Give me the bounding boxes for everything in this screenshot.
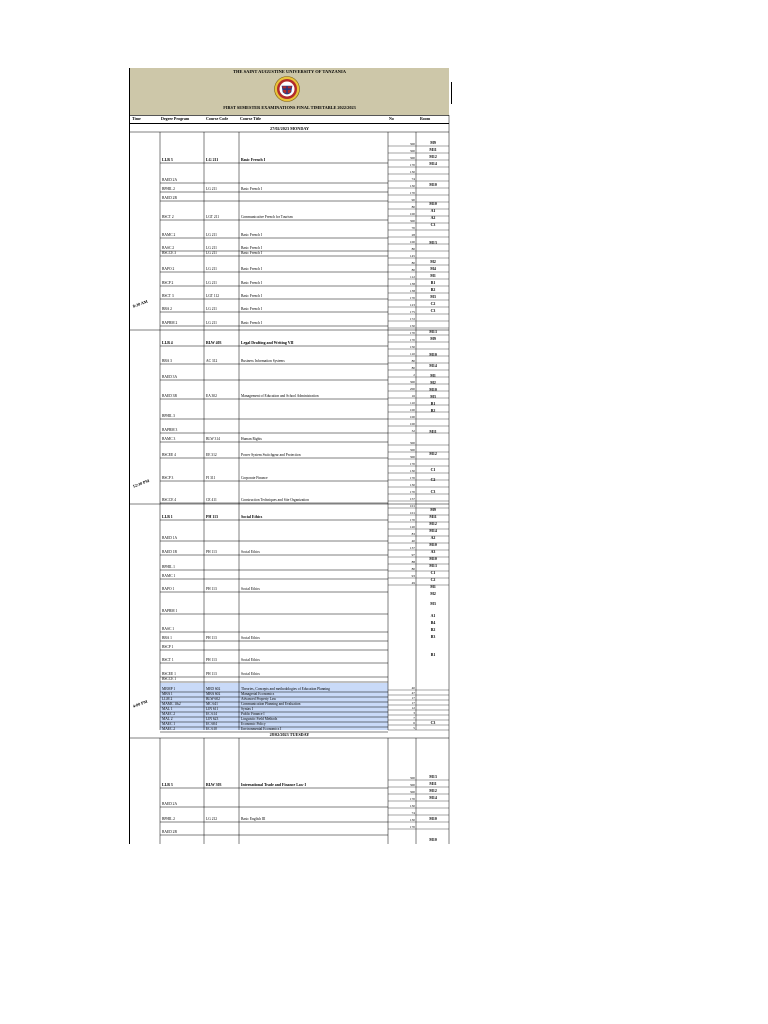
student-count: 101: [409, 511, 415, 515]
exam-room: B1: [430, 402, 436, 406]
student-count: 138: [409, 282, 415, 286]
exam-room: M13: [429, 330, 437, 334]
course-code-cell: PH 113: [206, 550, 217, 554]
exam-room: M14: [429, 796, 437, 800]
exam-room: M4: [430, 267, 436, 271]
student-count: 300: [409, 156, 415, 160]
exam-room: A3: [430, 550, 436, 554]
course-title-cell: Basic French I: [241, 233, 262, 237]
col-room: Room: [420, 116, 431, 121]
course-code-cell: LG 211: [206, 246, 217, 250]
session-time: 4:00 PM: [132, 698, 149, 709]
degree-program-cell: BAED 2B: [162, 830, 177, 834]
exam-room: M10: [429, 388, 437, 392]
course-title-cell: Syntax I: [241, 707, 254, 711]
course-code-cell: LG 211: [206, 187, 217, 191]
student-count: 170: [409, 518, 415, 522]
col-time: Time: [132, 116, 141, 121]
student-count: 70: [411, 226, 415, 230]
exam-room: M1: [430, 374, 436, 378]
degree-program-cell: BAMC 1: [162, 574, 176, 578]
exam-room: C1: [430, 571, 436, 575]
student-count: 170: [409, 331, 415, 335]
exam-room: B2: [430, 409, 436, 413]
student-count: 123: [409, 303, 415, 307]
degree-program-cell: MEMP 1: [162, 687, 176, 691]
student-count: 47: [411, 691, 415, 695]
day-heading: 27/02/2023 MONDAY: [269, 125, 310, 131]
course-title-cell: Basic French I: [241, 251, 262, 255]
degree-program-cell: BSCT 3: [162, 294, 174, 298]
degree-program-cell: MAEC 2: [162, 712, 176, 716]
session-time: 8:30 AM: [132, 298, 149, 309]
day-heading: 28/02/2023 TUESDAY: [269, 731, 310, 737]
exam-room: M11: [429, 430, 437, 434]
degree-program-cell: MAEC 2: [162, 727, 176, 731]
col-degree-program: Degree Program: [161, 116, 190, 121]
course-code-cell: MC 641: [206, 702, 218, 706]
student-count: 130: [409, 804, 415, 808]
student-count: 40: [411, 539, 415, 543]
degree-program-cell: MAMC 1&2: [162, 702, 181, 706]
degree-program-cell: BPHIL 2: [162, 817, 175, 821]
exam-room: M9: [430, 508, 436, 512]
course-title-cell: Basic French I: [241, 246, 262, 250]
col-course-title: Course Title: [240, 116, 262, 121]
course-title-cell: Basic French I: [241, 294, 262, 298]
course-title-cell: Management of Education and School Administration: [241, 394, 319, 398]
degree-program-cell: BSCP 3: [162, 476, 174, 480]
exam-room: M13: [429, 241, 437, 245]
course-code-cell: LG 211: [206, 251, 217, 255]
student-count: 300: [409, 441, 415, 445]
degree-program-cell: MAEC 1: [162, 722, 176, 726]
degree-program-cell: MAL 2: [162, 717, 173, 721]
exam-room: M1: [430, 274, 436, 278]
exam-room: M12: [429, 155, 437, 159]
student-count: 300: [409, 790, 415, 794]
course-code-cell: EA 302: [206, 394, 217, 398]
student-count: 150: [409, 324, 415, 328]
student-count: 100: [409, 408, 415, 412]
exam-room: M13: [429, 775, 437, 779]
degree-program-cell: BAED 2A: [162, 802, 178, 806]
student-count: 130: [409, 818, 415, 822]
student-count: 300: [409, 142, 415, 146]
course-title-cell: Legal Drafting and Writing VII: [241, 341, 294, 345]
student-count: 130: [409, 483, 415, 487]
student-count: 5: [413, 726, 415, 730]
course-code-cell: LG 211: [206, 267, 217, 271]
course-title-cell: Human Rights: [241, 437, 262, 441]
degree-program-cell: LLB 3: [162, 158, 173, 162]
student-count: 170: [409, 797, 415, 801]
exam-room: M11: [429, 148, 437, 152]
exam-room: B1: [430, 653, 436, 657]
student-count: 40: [411, 686, 415, 690]
student-count: 80: [411, 261, 415, 265]
degree-program-cell: LLM 2: [162, 697, 173, 701]
degree-program-cell: LLB 4: [162, 341, 173, 345]
student-count: 145: [409, 254, 415, 258]
exam-timetable-title: FIRST SEMESTER EXAMINATIONS FINAL TIMETABLE 2022/2023: [223, 105, 356, 110]
exam-room: M10: [429, 183, 437, 187]
course-title-cell: Communication Planning and Evaluation: [241, 702, 301, 706]
degree-program-cell: BAPO 1: [162, 587, 175, 591]
course-code-cell: LGT 211: [206, 215, 220, 219]
exam-room: M3: [430, 395, 436, 399]
student-count: 74: [411, 811, 415, 815]
student-count: 175: [409, 310, 415, 314]
course-code-cell: PH 113: [206, 636, 217, 640]
course-code-cell: LG 212: [206, 817, 218, 821]
student-count: 80: [411, 268, 415, 272]
student-count: 6: [413, 721, 415, 725]
degree-program-cell: BSCT 2: [162, 215, 174, 219]
degree-program-cell: BAED 3A: [162, 375, 178, 379]
course-title-cell: Basic French I: [241, 267, 262, 271]
student-count: 300: [409, 448, 415, 452]
student-count: 101: [409, 504, 415, 508]
exam-room: M2: [430, 381, 436, 385]
exam-room: M3: [430, 295, 436, 299]
student-count: 300: [409, 783, 415, 787]
student-count: 80: [411, 205, 415, 209]
course-code-cell: FI 311: [206, 476, 216, 480]
course-title-cell: Social Ethics: [241, 658, 260, 662]
student-count: 157: [409, 497, 415, 501]
course-title-cell: Public Finance I: [241, 712, 265, 716]
exam-room: M14: [429, 364, 437, 368]
degree-program-cell: BBA 2: [162, 307, 172, 311]
degree-program-cell: BAPRM 3: [162, 428, 178, 432]
exam-room: M10: [429, 838, 437, 842]
course-title-cell: Basic French I: [241, 307, 262, 311]
course-code-cell: PH 113: [206, 658, 217, 662]
col-course-code: Course Code: [206, 116, 229, 121]
student-count: 17: [411, 701, 415, 705]
student-count: 80: [411, 567, 415, 571]
exam-room: C3: [430, 309, 436, 313]
course-code-cell: LG 211: [206, 158, 219, 162]
degree-program-cell: BPHIL 1: [162, 565, 175, 569]
course-code-cell: PH 113: [206, 587, 217, 591]
course-title-cell: Advanced Property Law: [241, 697, 277, 701]
course-code-cell: PH 113: [206, 672, 217, 676]
session-time: 12:30 PM: [132, 478, 150, 489]
exam-room: M10: [429, 353, 437, 357]
exam-room: C2: [430, 578, 436, 582]
student-count: 80: [411, 247, 415, 251]
exam-room: M14: [429, 162, 437, 166]
exam-room: M3: [430, 602, 436, 606]
degree-program-cell: BAMC 2: [162, 233, 176, 237]
student-count: 93: [411, 574, 415, 578]
exam-room: M10: [429, 817, 437, 821]
course-title-cell: Social Ethics: [241, 550, 260, 554]
student-count: 100: [409, 422, 415, 426]
student-count: 170: [409, 476, 415, 480]
student-count: 200: [409, 387, 415, 391]
course-code-cell: EC 610: [206, 727, 217, 731]
student-count: 100: [409, 415, 415, 419]
exam-room: M9: [430, 141, 436, 145]
student-count: 80: [411, 366, 415, 370]
course-code-cell: LGT 112: [206, 294, 220, 298]
exam-room: C2: [430, 478, 436, 482]
student-count: 17: [411, 696, 415, 700]
course-title-cell: Basic French I: [241, 321, 262, 325]
student-count: 137: [409, 546, 415, 550]
course-title-cell: Basic French I: [241, 158, 266, 162]
student-count: 170: [409, 296, 415, 300]
course-code-cell: MED 602: [206, 687, 221, 691]
degree-program-cell: BASC 1: [162, 627, 175, 631]
exam-room: M13: [429, 564, 437, 568]
exam-room: M9: [430, 337, 436, 341]
student-count: 112: [410, 275, 415, 279]
exam-room: C1: [430, 468, 436, 472]
exam-room: M12: [429, 522, 437, 526]
exam-room: B3: [430, 635, 436, 639]
student-count: 7: [413, 716, 415, 720]
degree-program-cell: BSCP 2: [162, 281, 174, 285]
degree-program-cell: BAPRM 1: [162, 609, 178, 613]
student-count: 16: [411, 394, 415, 398]
degree-program-cell: BSCCE 3: [162, 251, 177, 255]
exam-room: M11: [429, 782, 437, 786]
student-count: 170: [409, 338, 415, 342]
degree-program-cell: BPHIL 2: [162, 187, 175, 191]
exam-room: A1: [430, 209, 436, 213]
degree-program-cell: BSCEE 1: [162, 672, 176, 676]
course-title-cell: International Trade and Finance Law I: [241, 783, 307, 787]
student-count: 300: [409, 455, 415, 459]
student-count: 300: [409, 776, 415, 780]
course-code-cell: BLW 314: [206, 437, 220, 441]
course-code-cell: LG 211: [206, 307, 217, 311]
course-title-cell: Linguistic Field Methods: [241, 717, 278, 721]
degree-program-cell: BASC 2: [162, 246, 175, 250]
student-count: 3: [413, 711, 415, 715]
student-count: 97: [411, 553, 415, 557]
degree-program-cell: BBA 3: [162, 359, 172, 363]
exam-room: M2: [430, 592, 436, 596]
student-count: 172: [409, 317, 415, 321]
degree-program-cell: BAPRM 2: [162, 321, 178, 325]
course-title-cell: Communicative French for Tourism: [241, 215, 293, 219]
course-title-cell: Construction Techniques and Site Organization: [241, 498, 309, 502]
course-title-cell: Environmental Economics I: [241, 727, 282, 731]
course-title-cell: Social Ethics: [241, 515, 263, 519]
exam-room: C3: [430, 721, 436, 725]
course-code-cell: EC 614: [206, 712, 217, 716]
course-title-cell: Economic Policy: [241, 722, 266, 726]
course-title-cell: Basic French I: [241, 187, 262, 191]
student-count: 138: [409, 289, 415, 293]
student-count: 110: [410, 401, 415, 405]
exam-room: A2: [430, 536, 436, 540]
degree-program-cell: BAED 2B: [162, 196, 177, 200]
exam-room: C3: [430, 223, 436, 227]
degree-program-cell: BPHIL 3: [162, 414, 175, 418]
col-number: No: [389, 116, 394, 121]
exam-room: M12: [429, 452, 437, 456]
degree-program-cell: BSCT 1: [162, 658, 174, 662]
course-title-cell: Basic French I: [241, 281, 262, 285]
course-code-cell: AC 312: [206, 359, 218, 363]
degree-program-cell: BAPO 2: [162, 267, 175, 271]
course-code-cell: MBA 602: [206, 692, 221, 696]
exam-room: M1: [430, 585, 436, 589]
degree-program-cell: BAED 3B: [162, 394, 177, 398]
student-count: 150: [409, 345, 415, 349]
course-title-cell: Managerial Economics: [241, 692, 275, 696]
course-title-cell: Social Ethics: [241, 636, 260, 640]
course-code-cell: BLW 303: [206, 783, 222, 787]
student-count: 12: [411, 706, 415, 710]
course-code-cell: LG 211: [206, 281, 217, 285]
course-code-cell: PH 113: [206, 515, 218, 519]
student-count: 170: [409, 191, 415, 195]
degree-program-cell: BSCCE 4: [162, 498, 177, 502]
degree-program-cell: BSCP 1: [162, 645, 174, 649]
course-code-cell: BLW 602: [206, 697, 220, 701]
degree-program-cell: MBA 1: [162, 692, 173, 696]
degree-program-cell: MAL 1: [162, 707, 173, 711]
student-count: 100: [409, 212, 415, 216]
exam-room: M10: [429, 543, 437, 547]
course-code-cell: CE 411: [206, 498, 217, 502]
university-name: THE SAINT AUGUSTINE UNIVERSITY OF TANZANIA: [232, 69, 347, 74]
student-count: 88: [411, 560, 415, 564]
course-code-cell: EE 312: [206, 453, 217, 457]
degree-program-cell: BBA 1: [162, 636, 172, 640]
degree-program-cell: BSCEE 4: [162, 453, 176, 457]
student-count: 100: [409, 240, 415, 244]
student-count: 110: [410, 352, 415, 356]
course-title-cell: Theories, Concepts and methodologies of Education Planning: [241, 687, 330, 691]
student-count: 28: [411, 233, 415, 237]
student-count: 90: [411, 198, 415, 202]
degree-program-cell: BAED 2A: [162, 178, 178, 182]
exam-room: B2: [430, 628, 436, 632]
course-title-cell: Social Ethics: [241, 587, 260, 591]
exam-room: M10: [429, 557, 437, 561]
course-code-cell: EC 604: [206, 722, 217, 726]
student-count: 80: [411, 359, 415, 363]
student-count: 300: [409, 149, 415, 153]
course-code-cell: LIN 611: [206, 707, 219, 711]
exam-room: C3: [430, 490, 436, 494]
student-count: 130: [409, 170, 415, 174]
student-count: 83: [411, 532, 415, 536]
course-title-cell: Power System Switchgear and Protection: [241, 453, 301, 457]
exam-room: B4: [430, 621, 436, 625]
student-count: 120: [409, 525, 415, 529]
header-edge: [451, 82, 452, 104]
student-count: 74: [411, 177, 415, 181]
exam-room: A1: [430, 614, 436, 618]
student-count: 170: [409, 163, 415, 167]
course-title-cell: Basic English III: [241, 817, 266, 821]
student-count: 2: [413, 373, 415, 377]
student-count: 130: [409, 469, 415, 473]
exam-room: B1: [430, 281, 436, 285]
degree-program-cell: BAMC 3: [162, 437, 176, 441]
student-count: 49: [411, 581, 415, 585]
course-title-cell: Business Information Systems: [241, 359, 285, 363]
timetable-sheet: [129, 68, 450, 844]
degree-program-cell: BAED 1A: [162, 536, 178, 540]
student-count: 130: [409, 184, 415, 188]
exam-room: C2: [430, 302, 436, 306]
student-count: 170: [409, 490, 415, 494]
degree-program-cell: BSCCE 1: [162, 677, 177, 681]
course-code-cell: LIN 623: [206, 717, 219, 721]
student-count: 170: [409, 462, 415, 466]
exam-room: M11: [429, 515, 437, 519]
exam-room: M2: [430, 260, 436, 264]
course-title-cell: Social Ethics: [241, 672, 260, 676]
course-title-cell: Corporate Finance: [241, 476, 268, 480]
degree-program-cell: LLB 1: [162, 515, 173, 519]
exam-room: B2: [430, 288, 436, 292]
course-code-cell: LG 211: [206, 321, 217, 325]
student-count: 32: [411, 429, 415, 433]
exam-room: M12: [429, 789, 437, 793]
exam-room: M14: [429, 529, 437, 533]
degree-program-cell: BAED 1B: [162, 550, 177, 554]
exam-room: A2: [430, 216, 436, 220]
course-code-cell: BLW 403: [206, 341, 222, 345]
degree-program-cell: LLB 3: [162, 783, 173, 787]
course-code-cell: LG 211: [206, 233, 217, 237]
student-count: 300: [409, 219, 415, 223]
exam-room: M10: [429, 202, 437, 206]
student-count: 170: [409, 825, 415, 829]
student-count: 300: [409, 380, 415, 384]
